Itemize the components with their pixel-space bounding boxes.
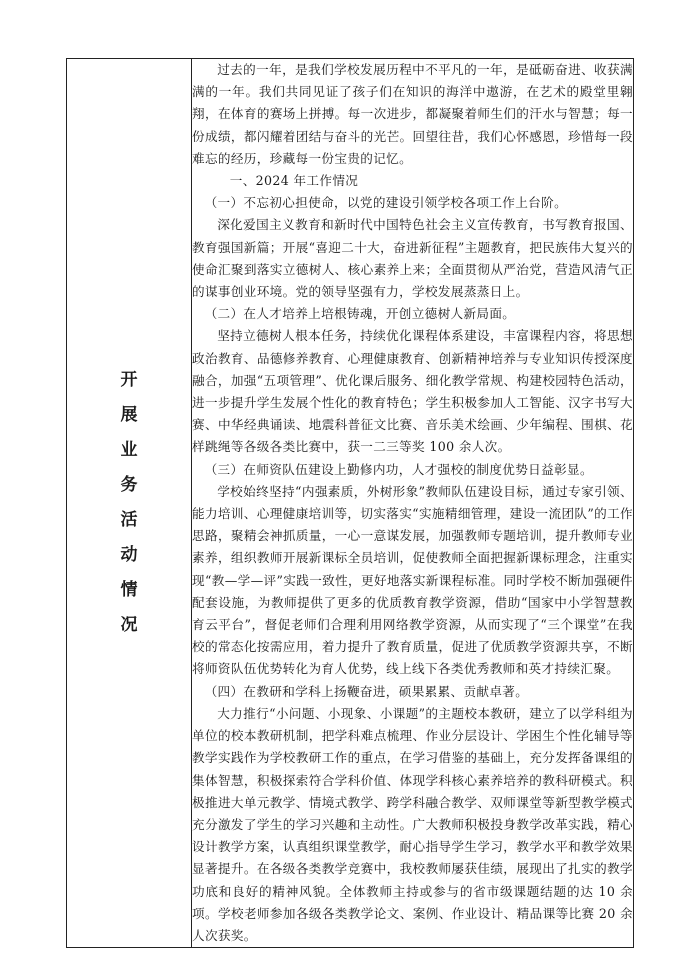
section-label-char: 展 [120,405,138,426]
content-cell [192,59,634,948]
body-paragraph: 坚持立德树人根本任务，持续优化课程体系建设，丰富课程内容，将思想政治教育、品德修养教育、心理健康教育、创新精神培养与专业知识传授深度融合，加强“五项管理”、优化课后服务、细化教学常规、构建校园特色活动，进一步提升学生发展个性化的教育特色；学生积极参加人工智能、汉字书写大赛、中华经典诵读、地震科普征文比赛、音乐美术绘画、少年编程、围棋、花样跳绳等各级各类比赛中，获一二三等奖 100 余人次。 [192,328,633,455]
subsection-heading: （一）不忘初心担使命，以党的建设引领学校各项工作上台阶。 [204,195,568,211]
section-label-char: 务 [120,475,138,496]
section-label [67,59,191,947]
report-content [192,59,633,947]
subsection-heading: （三）在师资队伍建设上勤修内功，人才强校的制度优势日益彰显。 [204,461,593,477]
section-heading: 一、2024 年工作情况 [229,173,359,189]
section-label-char: 开 [120,370,138,391]
subsection-heading: （二）在人才培养上培根铸魂，开创立德树人新局面。 [204,306,516,322]
intro-paragraph: 过去的一年，是我们学校发展历程中不平凡的一年，是砥砺奋进、收获满满的一年。我们共同见证了孩子们在知识的海洋中遨游，在艺术的殿堂里翱翔，在体育的赛场上拼搏。每一次进步，都凝聚着师生们的汗水与智慧；每一份成绩，都闪耀着团结与奋斗的光芒。回望往昔，我们心怀感恩，珍惜每一段难忘的经历，珍藏每一份宝贵的记忆。 [192,62,633,166]
body-paragraph: 学校始终坚持“内强素质，外树形象”教师队伍建设目标，通过专家引领、能力培训、心理健康培训等，切实落实“实施精细管理，建设一流团队”的工作思路，聚精会神抓质量，一心一意谋发展，加强教师专题培训，提升教师专业素养，组织教师开展新课标全员培训，促使教师全面把握新课标理念，注重实现“教—学—评”实践一致性，更好地落实新课程标准。同时学校不断加强硬件配套设施，为教师提供了更多的优质教育教学资源，借助“国家中小学智慧教育云平台”，督促老师们合理利用网络教学资源，从而实现了“三个课堂”在我校的常态化按需应用，着力提升了教育质量，促进了优质教学资源共享，不断将师资队伍优势转化为育人优势，线上线下各类优秀教师和英才持续汇聚。 [192,483,633,677]
section-label-char: 业 [120,440,138,461]
section-label-cell [67,59,192,948]
section-label-char: 活 [120,510,138,531]
report-table [66,58,634,948]
section-label-char: 情 [120,580,138,601]
section-label-char: 况 [120,615,138,636]
body-paragraph: 大力推行“小问题、小现象、小课题”的主题校本教研，建立了以学科组为单位的校本教研机制，把学科难点梳理、作业分层设计、学困生个性化辅导等教学实践作为学校教研工作的重点，在学习借鉴的基础上，充分发挥备课组的集体智慧，积极探索符合学科价值、体现学科核心素养培养的教科研模式。积极推进大单元教学、情境式教学、跨学科融合教学、双师课堂等新型教学模式充分激发了学生的学习兴趣和主动性。广大教师积极投身教学改革实践，精心设计教学方案，认真组织课堂教学，耐心指导学生学习，教学水平和教学效果显著提升。在各级各类教学竞赛中，我校教师屡获佳绩，展现出了扎实的教学功底和良好的精神风貌。全体教师主持或参与的省市级课题结题的达 10 余项。学校老师参加各级各类教学论文、案例、作业设计、精品课等比赛 20 余人次获奖。 [192,705,633,943]
table-row [67,59,634,948]
subsection-heading: （四）在教研和学科上扬鞭奋进，硕果累累、贡献卓著。 [204,683,529,699]
section-label-char: 动 [120,545,138,566]
body-paragraph: 深化爱国主义教育和新时代中国特色社会主义宣传教育，书写教育报国、教育强国新篇；开展“喜迎二十大，奋进新征程”主题教育，把民族伟大复兴的使命汇聚到落实立德树人、核心素养上来；全面贯彻从严治党，营造风清气正的谋事创业环境。党的领导坚强有力，学校发展蒸蒸日上。 [192,217,633,300]
